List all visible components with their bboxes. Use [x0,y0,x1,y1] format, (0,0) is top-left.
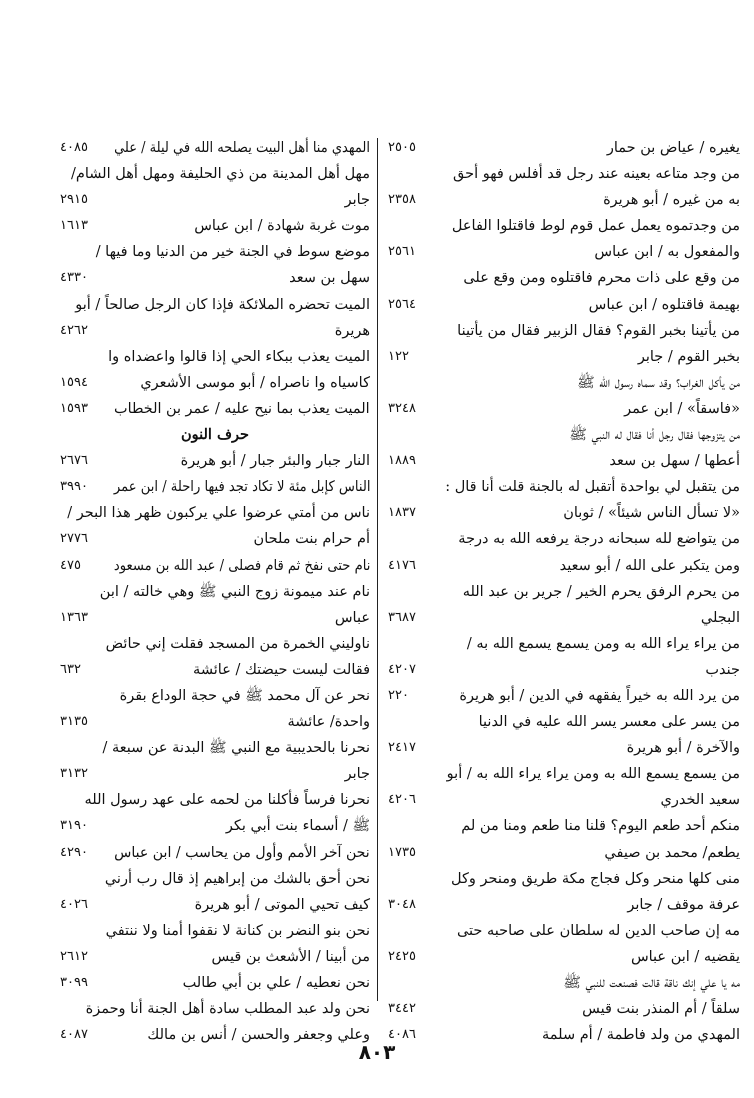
index-entry [388,318,740,344]
entry-text: نام حتى نفخ ثم قام فصلى / عبد الله بن مسعود [113,557,370,574]
left-index-column [60,135,370,1048]
entry-text: من يأكل الغراب؟ وقد سماه رسول الله ﷺ [577,374,740,391]
section-heading [60,422,370,448]
entry-text: وعلي وجعفر والحسن / أنس بن مالك [147,1027,370,1044]
index-entry [60,761,370,787]
column-divider [377,138,378,1001]
hadith-number: ٢٥٦٤ [388,296,416,312]
entry-text: ومن يتكبر على الله / أبو سعيد [559,557,740,574]
entry-text: من وجد متاعه بعينه عند رجل قد أفلس فهو أحق [453,166,740,183]
hadith-number: ٦٣٢ [60,661,81,677]
entry-text: مهل أهل المدينة من ذي الحليفة ومهل أهل الشام/ [70,166,370,183]
entry-text: من وجدتموه يعمل عمل قوم لوط فاقتلوا الفاعل [451,218,740,235]
entry-text: عرفة موقف / جابر [627,896,740,913]
entry-text: كيف تحيي الموتى / أبو هريرة [194,896,370,913]
hadith-number: ١٣٦٣ [60,609,88,625]
entry-text: الناس كإبل مئة لا تكاد تجد فيها راحلة / ابن عمر [113,479,370,496]
index-entry [60,840,370,866]
entry-text: ناوليني الخمرة من المسجد فقلت إني حائض [105,635,370,652]
hadith-number: ٢٥٠٥ [388,140,416,155]
section-heading-text: حرف النون [180,426,250,444]
entry-text: سعيد الخدري [660,792,740,809]
hadith-number: ٣٩٩٠ [60,479,88,495]
index-entry [60,135,370,161]
index-entry [60,213,370,239]
index-entry [60,709,370,735]
index-entry [388,292,740,318]
index-entry [388,526,740,552]
index-entry [388,970,740,996]
index-entry [60,474,370,500]
entry-text: موضع سوط في الجنة خير من الدنيا وما فيها / [95,244,370,261]
index-entry [388,918,740,944]
hadith-number: ٤١٧٦ [388,557,416,573]
index-entry [388,579,740,605]
index-entry [388,709,740,735]
index-entry [388,631,740,657]
entry-text: والمفعول به / ابن عباس [594,244,740,261]
index-entry [388,474,740,500]
index-entry [60,657,370,683]
entry-text: من يراء يراء الله به ومن يسمع يسمع الله به / [466,635,740,652]
entry-text: موت غربة شهادة / ابن عباس [194,218,370,235]
index-entry [388,396,740,422]
entry-text: به من غيره / أبو هريرة [603,192,740,209]
hadith-number: ٣٦٨٧ [388,609,416,625]
index-entry [60,970,370,996]
index-entry [388,239,740,265]
index-entry [388,787,740,813]
index-entry [60,631,370,657]
hadith-number: ٢٦١٢ [60,948,88,964]
hadith-number: ٤٢٠٦ [388,792,416,808]
index-entry [60,579,370,605]
index-entry [60,787,370,813]
entry-text: نحرنا فرساً فأكلنا من لحمه على عهد رسول الله [84,792,370,809]
hadith-number: ٤٣٣٠ [60,270,88,286]
hadith-number: ٤٢٩٠ [60,844,88,860]
hadith-number: ٤٠٢٦ [60,896,88,912]
index-entry [388,944,740,970]
index-entry [388,813,740,839]
index-entry [60,370,370,396]
entry-text: من يتقبل لي بواحدة أتقبل له بالجنة قلت أنا قال : [445,479,740,496]
entry-text: يقضيه / ابن عباس [630,948,740,965]
hadith-number: ٤٢٠٧ [388,661,416,677]
index-entry [388,265,740,291]
index-entry [60,918,370,944]
hadith-number: ٣٤٤٢ [388,1001,416,1017]
entry-text: الميت يعذب ببكاء الحي إذا قالوا واعضداه وا [108,348,370,365]
index-entry [388,761,740,787]
entry-text: فقالت ليست حيضتك / عائشة [193,661,370,678]
index-entry [60,866,370,892]
hadith-number: ٤٠٨٧ [60,1027,88,1043]
hadith-number: ٢٦٧٦ [60,453,88,469]
entry-text: نحن آخر الأمم وأول من يحاسب / ابن عباس [114,844,370,861]
hadith-number: ٣١٣٥ [60,714,88,730]
index-entry [388,500,740,526]
index-entry [388,866,740,892]
entry-text: بخبر القوم / جابر [637,348,740,365]
page-number: ٨٠٣ [358,1040,396,1064]
entry-text: من يسمع يسمع الله به ومن يراء يراء الله به / أبو [446,766,740,783]
hadith-number: ٣٠٤٨ [388,896,416,912]
entry-text: أم حرام بنت ملحان [253,531,370,548]
index-entry [60,239,370,265]
entry-text: مه يا علي إنك ناقة قالت فصنعت للنبي ﷺ [563,975,740,991]
index-entry [60,526,370,552]
entry-text: بهيمة فاقتلوه / ابن عباس [588,296,740,313]
hadith-number: ٢٥٦١ [388,244,416,260]
index-entry [388,553,740,579]
entry-text: من أبينا / الأشعث بن قيس [211,948,370,965]
index-entry [60,683,370,709]
entry-text: «لا تسأل الناس شيئاً» / ثوبان [563,505,740,522]
entry-text: من وقع على ذات محرم فاقتلوه ومن وقع على [463,270,740,287]
hadith-number: ١٦١٣ [60,218,88,234]
entry-text: سلقاً / أم المنذر بنت قيس [582,1001,740,1018]
index-entry [60,265,370,291]
entry-text: سهل بن سعد [289,270,370,287]
hadith-number: ٤٧٥ [60,557,81,573]
entry-text: يغيره / عياض بن حمار [606,140,740,156]
hadith-number: ٢٤١٧ [388,740,416,756]
hadith-number: ٢٢٠ [388,687,409,703]
hadith-number: ٣١٩٠ [60,818,88,834]
index-entry [388,657,740,683]
entry-text: من يأتينا بخبر القوم؟ فقال الزبير فقال من يأتينا [457,322,740,339]
entry-text: منكم أحد طعم اليوم؟ قلنا منا طعم ومنا من لم [461,818,740,835]
hadith-number: ٤٠٨٦ [388,1027,416,1043]
index-entry [60,292,370,318]
hadith-number: ٤٠٨٥ [60,140,88,155]
entry-text: أعطها / سهل بن سعد [609,453,740,470]
index-entry [388,370,740,396]
entry-text: الميت تحضره الملائكة فإذا كان الرجل صالحاً / أبو [75,296,370,313]
index-entry [388,422,740,448]
hadith-number: ٣٠٩٩ [60,975,88,990]
entry-text: المهدي من ولد فاطمة / أم سلمة [541,1027,740,1044]
entry-text: النار جبار والبئر جبار / أبو هريرة [180,453,370,470]
entry-text: نحن أحق بالشك من إبراهيم إذ قال رب أرني [104,870,370,887]
entry-text: والآخرة / أبو هريرة [626,740,740,757]
entry-text: من يحرم الرفق يحرم الخير / جرير بن عبد الله [462,583,740,600]
entry-text: هريرة [334,322,370,339]
entry-text: من يسر على معسر يسر الله عليه في الدنيا [478,714,740,731]
entry-text: من يتواضع لله سبحانه درجة يرفعه الله به درجة [458,531,740,548]
index-entry [60,996,370,1022]
index-entry [60,344,370,370]
entry-text: نحن نعطيه / علي بن أبي طالب [182,975,370,991]
index-entry [388,344,740,370]
index-entry [60,500,370,526]
index-entry [60,161,370,187]
index-entry [388,840,740,866]
hadith-number: ٢٧٧٦ [60,531,88,547]
index-entry [60,605,370,631]
index-entry [388,135,740,161]
entry-text: مه إن صاحب الدين له سلطان على صاحبه حتى [456,922,740,939]
entry-text: نحن ولد عبد المطلب سادة أهل الجنة أنا وحمزة [85,1001,370,1018]
hadith-number: ١٨٨٩ [388,453,416,469]
entry-text: نحن بنو النضر بن كنانة لا نقفوا أمنا ولا ننتفي [105,922,370,939]
entry-text: نحرنا بالحديبية مع النبي ﷺ البدنة عن سبعة / [102,740,370,757]
hadith-number: ٢٩١٥ [60,192,88,208]
entry-text: البجلي [700,609,740,626]
entry-text: جابر [344,192,370,209]
hadith-number: ٣٢٤٨ [388,400,416,416]
hadith-number: ١٢٢ [388,348,409,364]
entry-text: نحر عن آل محمد ﷺ في حجة الوداع بقرة [119,687,370,704]
hadith-number: ١٧٣٥ [388,844,416,860]
index-entry [60,318,370,344]
entry-text: نام عند ميمونة زوج النبي ﷺ وهي خالته / ابن [99,583,370,600]
index-entry [388,448,740,474]
index-entry [60,892,370,918]
index-entry [60,813,370,839]
hadith-number: ٣١٣٢ [60,766,88,782]
entry-text: جابر [344,766,370,783]
index-entry [388,683,740,709]
index-entry [60,187,370,213]
entry-text: كاسياه وا ناصراه / أبو موسى الأشعري [140,374,370,391]
index-entry [60,553,370,579]
entry-text: منى كلها منحر وكل فجاج مكة طريق ومنحر وكل [451,870,740,887]
index-entry [388,161,740,187]
index-entry [60,448,370,474]
index-entry [60,735,370,761]
hadith-number: ١٨٣٧ [388,505,416,521]
entry-text: جندب [705,661,740,678]
index-entry [60,396,370,422]
entry-text: ناس من أمتي عرضوا علي يركبون ظهر هذا البحر / [67,505,370,522]
index-entry [388,605,740,631]
entry-text: يطعم/ محمد بن صيفي [604,844,740,861]
hadith-number: ٢٤٢٥ [388,948,416,964]
index-entry [388,996,740,1022]
hadith-number: ٢٣٥٨ [388,192,416,208]
hadith-number: ٤٢٦٢ [60,322,88,338]
entry-text: المهدي منا أهل البيت يصلحه الله في ليلة / علي [114,140,370,156]
index-entry [388,892,740,918]
index-entry [60,944,370,970]
entry-text: عباس [334,609,370,626]
entry-text: من يتزوجها فقال رجل أنا فقال له النبي ﷺ [569,427,740,444]
index-entry [388,213,740,239]
entry-text: من يرد الله به خيراً يفقهه في الدين / أبو هريرة [459,687,740,704]
index-entry [388,735,740,761]
index-entry [388,187,740,213]
right-index-column [388,135,740,1048]
entry-text: «فاسقاً» / ابن عمر [624,400,740,417]
entry-text: واحدة/ عائشة [287,714,370,731]
entry-text: ﷺ / أسماء بنت أبي بكر [225,818,370,835]
hadith-number: ١٥٩٣ [60,400,88,416]
hadith-number: ١٥٩٤ [60,374,88,390]
entry-text: الميت يعذب بما نيح عليه / عمر بن الخطاب [114,400,370,417]
